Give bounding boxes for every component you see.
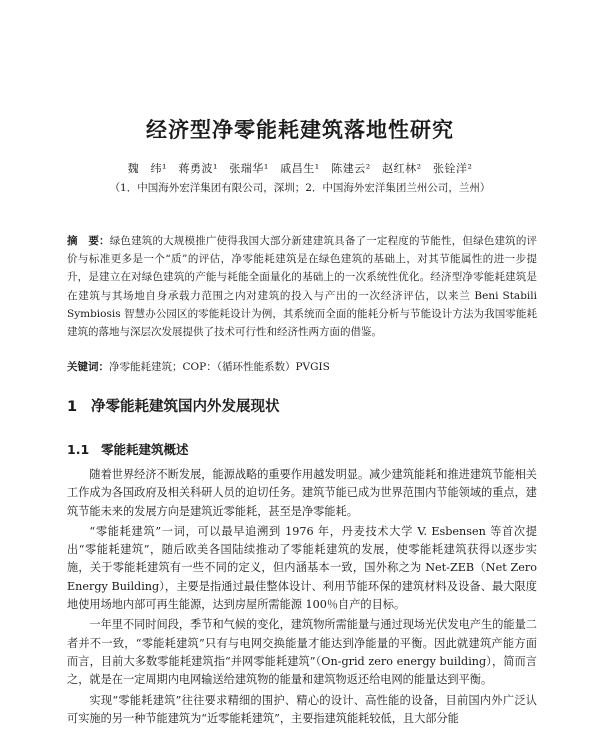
subsection-number: 1.1	[67, 442, 90, 457]
abstract-label: 摘 要：	[67, 235, 110, 247]
subsection-heading	[67, 440, 189, 458]
keywords-text: 净零能耗建筑；COP：（循环性能系数）PVGIS	[109, 361, 330, 373]
abstract	[67, 232, 537, 341]
subsection-title: 零能耗建筑概述	[101, 442, 189, 457]
keywords	[67, 359, 537, 375]
section-number: 1	[67, 399, 78, 415]
body-text	[67, 466, 537, 730]
paper-title: 经济型净零能耗建筑落地性研究	[146, 118, 454, 142]
section-title: 净零能耗建筑国内外发展现状	[91, 399, 280, 415]
keywords-label: 关键词：	[67, 361, 109, 373]
paragraph: 随着世界经济不断发展，能源战略的重要作用越发明显。减少建筑能耗和推进建筑节能相关工作成为各国政府及相关科研人员的迫切任务。建筑节能已成为世界范围内节能领域的重点，建筑节能未来的发展方向是建筑近零能耗，甚至是净零能耗。	[67, 468, 537, 518]
paragraph: “零能耗建筑”一词，可以最早追溯到 1976 年，丹麦技术大学 V. Esbensen 等首次提出“零能耗建筑”，随后欧美各国陆续推动了零能耗建筑的发展，使零能耗建筑获得以逐步实施，关于零能耗建筑有一些不同的定义，但内涵基本一致，国外称之为 Net-ZEB（Net Zero Energy Building），主要是指通过最佳整体设计、利用节能环保的建筑材料及设备、最大限度地使用场地内部可再生能源，达到房屋所需能源 100％自产的目标。	[67, 524, 537, 612]
affiliation: （1．中国海外宏洋集团有限公司，深圳；2．中国海外宏洋集团兰州公司，兰州）	[109, 182, 491, 194]
author-list: 魏 纬¹ 蒋勇波¹ 张瑞华¹ 戚昌生¹ 陈建云² 赵红林² 张铨洋²	[127, 162, 473, 175]
paragraph: 实现“零能耗建筑”往往要求精细的围护、精心的设计、高性能的设备，目前国内外广泛认可实施的另一种节能建筑为“近零能耗建筑”，主要指建筑能耗较低，且大部分能	[67, 693, 537, 725]
paragraph: 一年里不同时间段，季节和气候的变化，建筑物所需能量与通过现场光伏发电产生的能量二者并不一致，“零能耗建筑”只有与电网交换能量才能达到净能量的平衡。因此就建筑产能方面而言，目前大多数零能耗建筑指“并网零能耗建筑”（On-grid zero energy building），简而言之，就是在一定周期内电网输送给建筑物的能量和建筑物返还给电网的能量达到平衡。	[67, 618, 537, 687]
section-heading	[67, 395, 280, 416]
abstract-text: 绿色建筑的大规模推广使得我国大部分新建建筑具备了一定程度的节能性，但绿色建筑的评价与标准更多是一个“质”的评估，净零能耗建筑是在绿色建筑的基础上，对其节能属性的进一步提升，是建立在对绿色建筑的产能与耗能全面量化的基础上的一次系统性优化。经济型净零能耗建筑是在建筑与其场地自身承载力范围之内对建筑的投入与产出的一次经济评估，以来兰 Beni Stabili Symbiosis 智慧办公园区的零能耗设计为例，其系统而全面的能耗分析与节能设计方法为我国零能耗建筑的落地与深层次发展提供了技术可行性和经济性两方面的借鉴。	[67, 235, 538, 339]
